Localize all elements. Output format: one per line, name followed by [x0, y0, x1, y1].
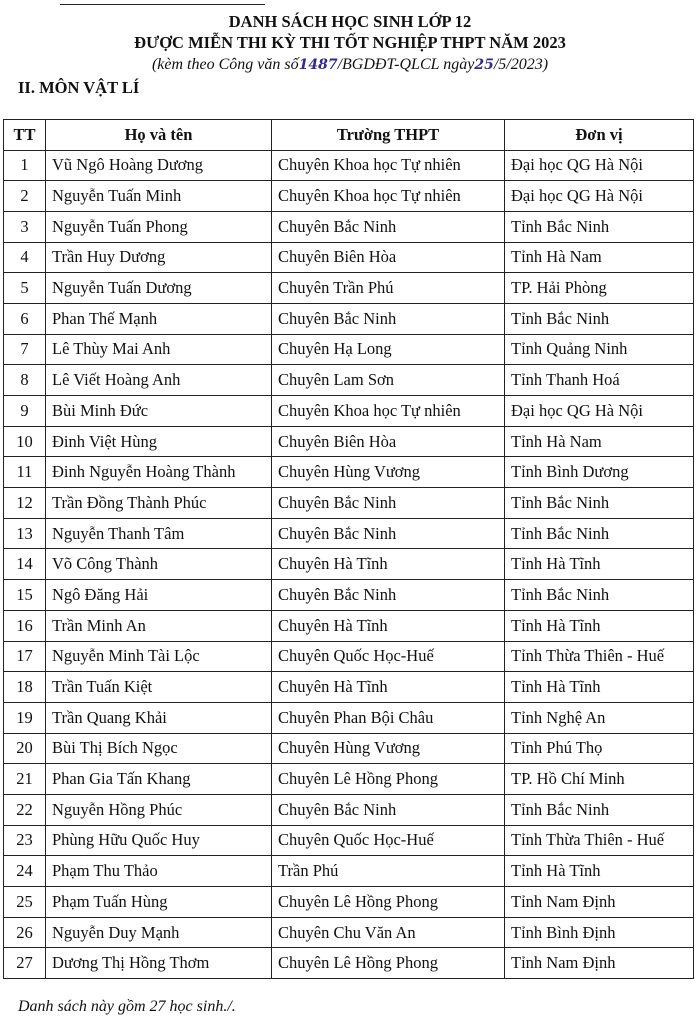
cell-school: Chuyên Lam Sơn	[272, 365, 505, 396]
cell-name: Phạm Tuấn Hùng	[46, 887, 272, 918]
header-school: Trường THPT	[272, 120, 505, 151]
cell-school: Chuyên Bắc Ninh	[272, 211, 505, 242]
cell-tt: 15	[4, 580, 46, 611]
cell-tt: 18	[4, 672, 46, 703]
cell-tt: 25	[4, 887, 46, 918]
cell-tt: 13	[4, 518, 46, 549]
table-row	[4, 641, 694, 672]
cell-unit: Tỉnh Thừa Thiên - Huế	[505, 641, 694, 672]
cell-name: Vũ Ngô Hoàng Dương	[46, 150, 272, 181]
header-unit: Đơn vị	[505, 120, 694, 151]
cell-tt: 24	[4, 856, 46, 887]
table-header-row	[4, 120, 694, 151]
cell-name: Ngô Đăng Hải	[46, 580, 272, 611]
cell-unit: Tỉnh Nghệ An	[505, 702, 694, 733]
cell-unit: Tỉnh Hà Tĩnh	[505, 856, 694, 887]
table-row	[4, 825, 694, 856]
cell-school: Chuyên Khoa học Tự nhiên	[272, 396, 505, 427]
cell-name: Phạm Thu Thảo	[46, 856, 272, 887]
cell-school: Chuyên Lê Hồng Phong	[272, 887, 505, 918]
cell-tt: 12	[4, 488, 46, 519]
cell-name: Trần Huy Dương	[46, 242, 272, 273]
footer-note: Danh sách này gồm 27 học sinh./.	[18, 998, 236, 1015]
table-row	[4, 181, 694, 212]
cell-name: Lê Viết Hoàng Anh	[46, 365, 272, 396]
cell-name: Nguyễn Minh Tài Lộc	[46, 641, 272, 672]
cell-tt: 9	[4, 396, 46, 427]
cell-unit: Tỉnh Bắc Ninh	[505, 488, 694, 519]
cell-school: Chuyên Hạ Long	[272, 334, 505, 365]
cell-tt: 4	[4, 242, 46, 273]
cell-unit: Tỉnh Phú Thọ	[505, 733, 694, 764]
table-row	[4, 917, 694, 948]
table-row	[4, 948, 694, 979]
cell-name: Nguyễn Thanh Tâm	[46, 518, 272, 549]
table-row	[4, 334, 694, 365]
cell-tt: 26	[4, 917, 46, 948]
cell-school: Chuyên Biên Hòa	[272, 242, 505, 273]
cell-name: Đinh Nguyễn Hoàng Thành	[46, 457, 272, 488]
cell-tt: 10	[4, 426, 46, 457]
subtitle-suffix: /5/2023)	[493, 56, 549, 73]
cell-school: Chuyên Hà Tĩnh	[272, 610, 505, 641]
table-row	[4, 887, 694, 918]
table-row	[4, 150, 694, 181]
cell-unit: Tỉnh Bắc Ninh	[505, 303, 694, 334]
subtitle-middle: /BGDĐT-QLCL ngày	[337, 56, 475, 73]
table-row	[4, 242, 694, 273]
handwritten-doc-number: 1487	[298, 57, 338, 73]
table-row	[4, 211, 694, 242]
cell-unit: Tỉnh Nam Định	[505, 948, 694, 979]
table-row	[4, 518, 694, 549]
cell-name: Trần Minh An	[46, 610, 272, 641]
cell-tt: 3	[4, 211, 46, 242]
cell-name: Trần Quang Khải	[46, 702, 272, 733]
cell-unit: TP. Hồ Chí Minh	[505, 764, 694, 795]
cell-unit: Đại học QG Hà Nội	[505, 181, 694, 212]
cell-unit: Tỉnh Thừa Thiên - Huế	[505, 825, 694, 856]
document-title-line1: DANH SÁCH HỌC SINH LỚP 12	[228, 12, 472, 31]
cell-name: Võ Công Thành	[46, 549, 272, 580]
cell-school: Chuyên Lê Hồng Phong	[272, 764, 505, 795]
cell-school: Chuyên Lê Hồng Phong	[272, 948, 505, 979]
cell-school: Chuyên Bắc Ninh	[272, 303, 505, 334]
cell-tt: 22	[4, 794, 46, 825]
cell-name: Phan Gia Tấn Khang	[46, 764, 272, 795]
cell-tt: 17	[4, 641, 46, 672]
table-row	[4, 457, 694, 488]
cell-name: Nguyễn Tuấn Minh	[46, 181, 272, 212]
cell-tt: 5	[4, 273, 46, 304]
cell-unit: Tỉnh Bình Định	[505, 917, 694, 948]
cell-tt: 7	[4, 334, 46, 365]
table-row	[4, 549, 694, 580]
subtitle-prefix: (kèm theo Công văn số	[151, 56, 299, 73]
student-table	[3, 119, 694, 979]
cell-unit: Tỉnh Hà Tĩnh	[505, 549, 694, 580]
table-row	[4, 273, 694, 304]
cell-unit: Tỉnh Thanh Hoá	[505, 365, 694, 396]
cell-school: Chuyên Hà Tĩnh	[272, 549, 505, 580]
cell-name: Dương Thị Hồng Thơm	[46, 948, 272, 979]
cell-name: Lê Thùy Mai Anh	[46, 334, 272, 365]
section-title: II. MÔN VẬT LÍ	[18, 78, 140, 97]
document-title-line2: ĐƯỢC MIỄN THI KỲ THI TỐT NGHIỆP THPT NĂM 2023	[134, 33, 566, 52]
cell-name: Đinh Việt Hùng	[46, 426, 272, 457]
cell-unit: Tỉnh Quảng Ninh	[505, 334, 694, 365]
cell-school: Chuyên Biên Hòa	[272, 426, 505, 457]
cell-unit: Đại học QG Hà Nội	[505, 396, 694, 427]
cell-tt: 8	[4, 365, 46, 396]
cell-school: Chuyên Hùng Vương	[272, 733, 505, 764]
table-row	[4, 396, 694, 427]
cell-school: Trần Phú	[272, 856, 505, 887]
cell-school: Chuyên Hùng Vương	[272, 457, 505, 488]
cell-unit: Tỉnh Bắc Ninh	[505, 518, 694, 549]
cell-unit: TP. Hải Phòng	[505, 273, 694, 304]
cell-tt: 14	[4, 549, 46, 580]
cell-unit: Tỉnh Hà Tĩnh	[505, 672, 694, 703]
table-row	[4, 794, 694, 825]
table-row	[4, 702, 694, 733]
cell-school: Chuyên Chu Văn An	[272, 917, 505, 948]
cell-unit: Tỉnh Bắc Ninh	[505, 794, 694, 825]
cell-tt: 20	[4, 733, 46, 764]
table-row	[4, 856, 694, 887]
cell-tt: 21	[4, 764, 46, 795]
cell-unit: Tỉnh Nam Định	[505, 887, 694, 918]
cell-tt: 2	[4, 181, 46, 212]
header-tt: TT	[4, 120, 46, 151]
cell-name: Nguyễn Hồng Phúc	[46, 794, 272, 825]
header-rule	[60, 4, 265, 5]
cell-tt: 6	[4, 303, 46, 334]
cell-school: Chuyên Bắc Ninh	[272, 580, 505, 611]
cell-tt: 16	[4, 610, 46, 641]
cell-school: Chuyên Khoa học Tự nhiên	[272, 181, 505, 212]
table-row	[4, 764, 694, 795]
table-row	[4, 426, 694, 457]
table-row	[4, 580, 694, 611]
document-subtitle	[0, 56, 700, 74]
cell-name: Bùi Minh Đức	[46, 396, 272, 427]
cell-tt: 11	[4, 457, 46, 488]
table-row	[4, 303, 694, 334]
cell-tt: 27	[4, 948, 46, 979]
cell-tt: 1	[4, 150, 46, 181]
cell-school: Chuyên Bắc Ninh	[272, 794, 505, 825]
cell-school: Chuyên Quốc Học-Huế	[272, 825, 505, 856]
cell-unit: Tỉnh Bình Dương	[505, 457, 694, 488]
cell-school: Chuyên Phan Bội Châu	[272, 702, 505, 733]
cell-school: Chuyên Trần Phú	[272, 273, 505, 304]
cell-unit: Tỉnh Hà Tĩnh	[505, 610, 694, 641]
cell-unit: Tỉnh Hà Nam	[505, 426, 694, 457]
handwritten-doc-day: 25	[474, 57, 494, 73]
cell-unit: Tỉnh Bắc Ninh	[505, 211, 694, 242]
cell-unit: Đại học QG Hà Nội	[505, 150, 694, 181]
cell-unit: Tỉnh Hà Nam	[505, 242, 694, 273]
cell-name: Bùi Thị Bích Ngọc	[46, 733, 272, 764]
cell-name: Trần Tuấn Kiệt	[46, 672, 272, 703]
cell-name: Trần Đồng Thành Phúc	[46, 488, 272, 519]
cell-school: Chuyên Khoa học Tự nhiên	[272, 150, 505, 181]
cell-unit: Tỉnh Bắc Ninh	[505, 580, 694, 611]
cell-name: Nguyễn Tuấn Phong	[46, 211, 272, 242]
cell-school: Chuyên Bắc Ninh	[272, 488, 505, 519]
cell-name: Phan Thế Mạnh	[46, 303, 272, 334]
table-row	[4, 672, 694, 703]
table-row	[4, 488, 694, 519]
cell-name: Nguyễn Tuấn Dương	[46, 273, 272, 304]
cell-name: Nguyễn Duy Mạnh	[46, 917, 272, 948]
cell-name: Phùng Hữu Quốc Huy	[46, 825, 272, 856]
table-row	[4, 733, 694, 764]
cell-school: Chuyên Bắc Ninh	[272, 518, 505, 549]
cell-school: Chuyên Hà Tĩnh	[272, 672, 505, 703]
table-row	[4, 610, 694, 641]
header-name: Họ và tên	[46, 120, 272, 151]
table-row	[4, 365, 694, 396]
cell-tt: 23	[4, 825, 46, 856]
cell-school: Chuyên Quốc Học-Huế	[272, 641, 505, 672]
cell-tt: 19	[4, 702, 46, 733]
